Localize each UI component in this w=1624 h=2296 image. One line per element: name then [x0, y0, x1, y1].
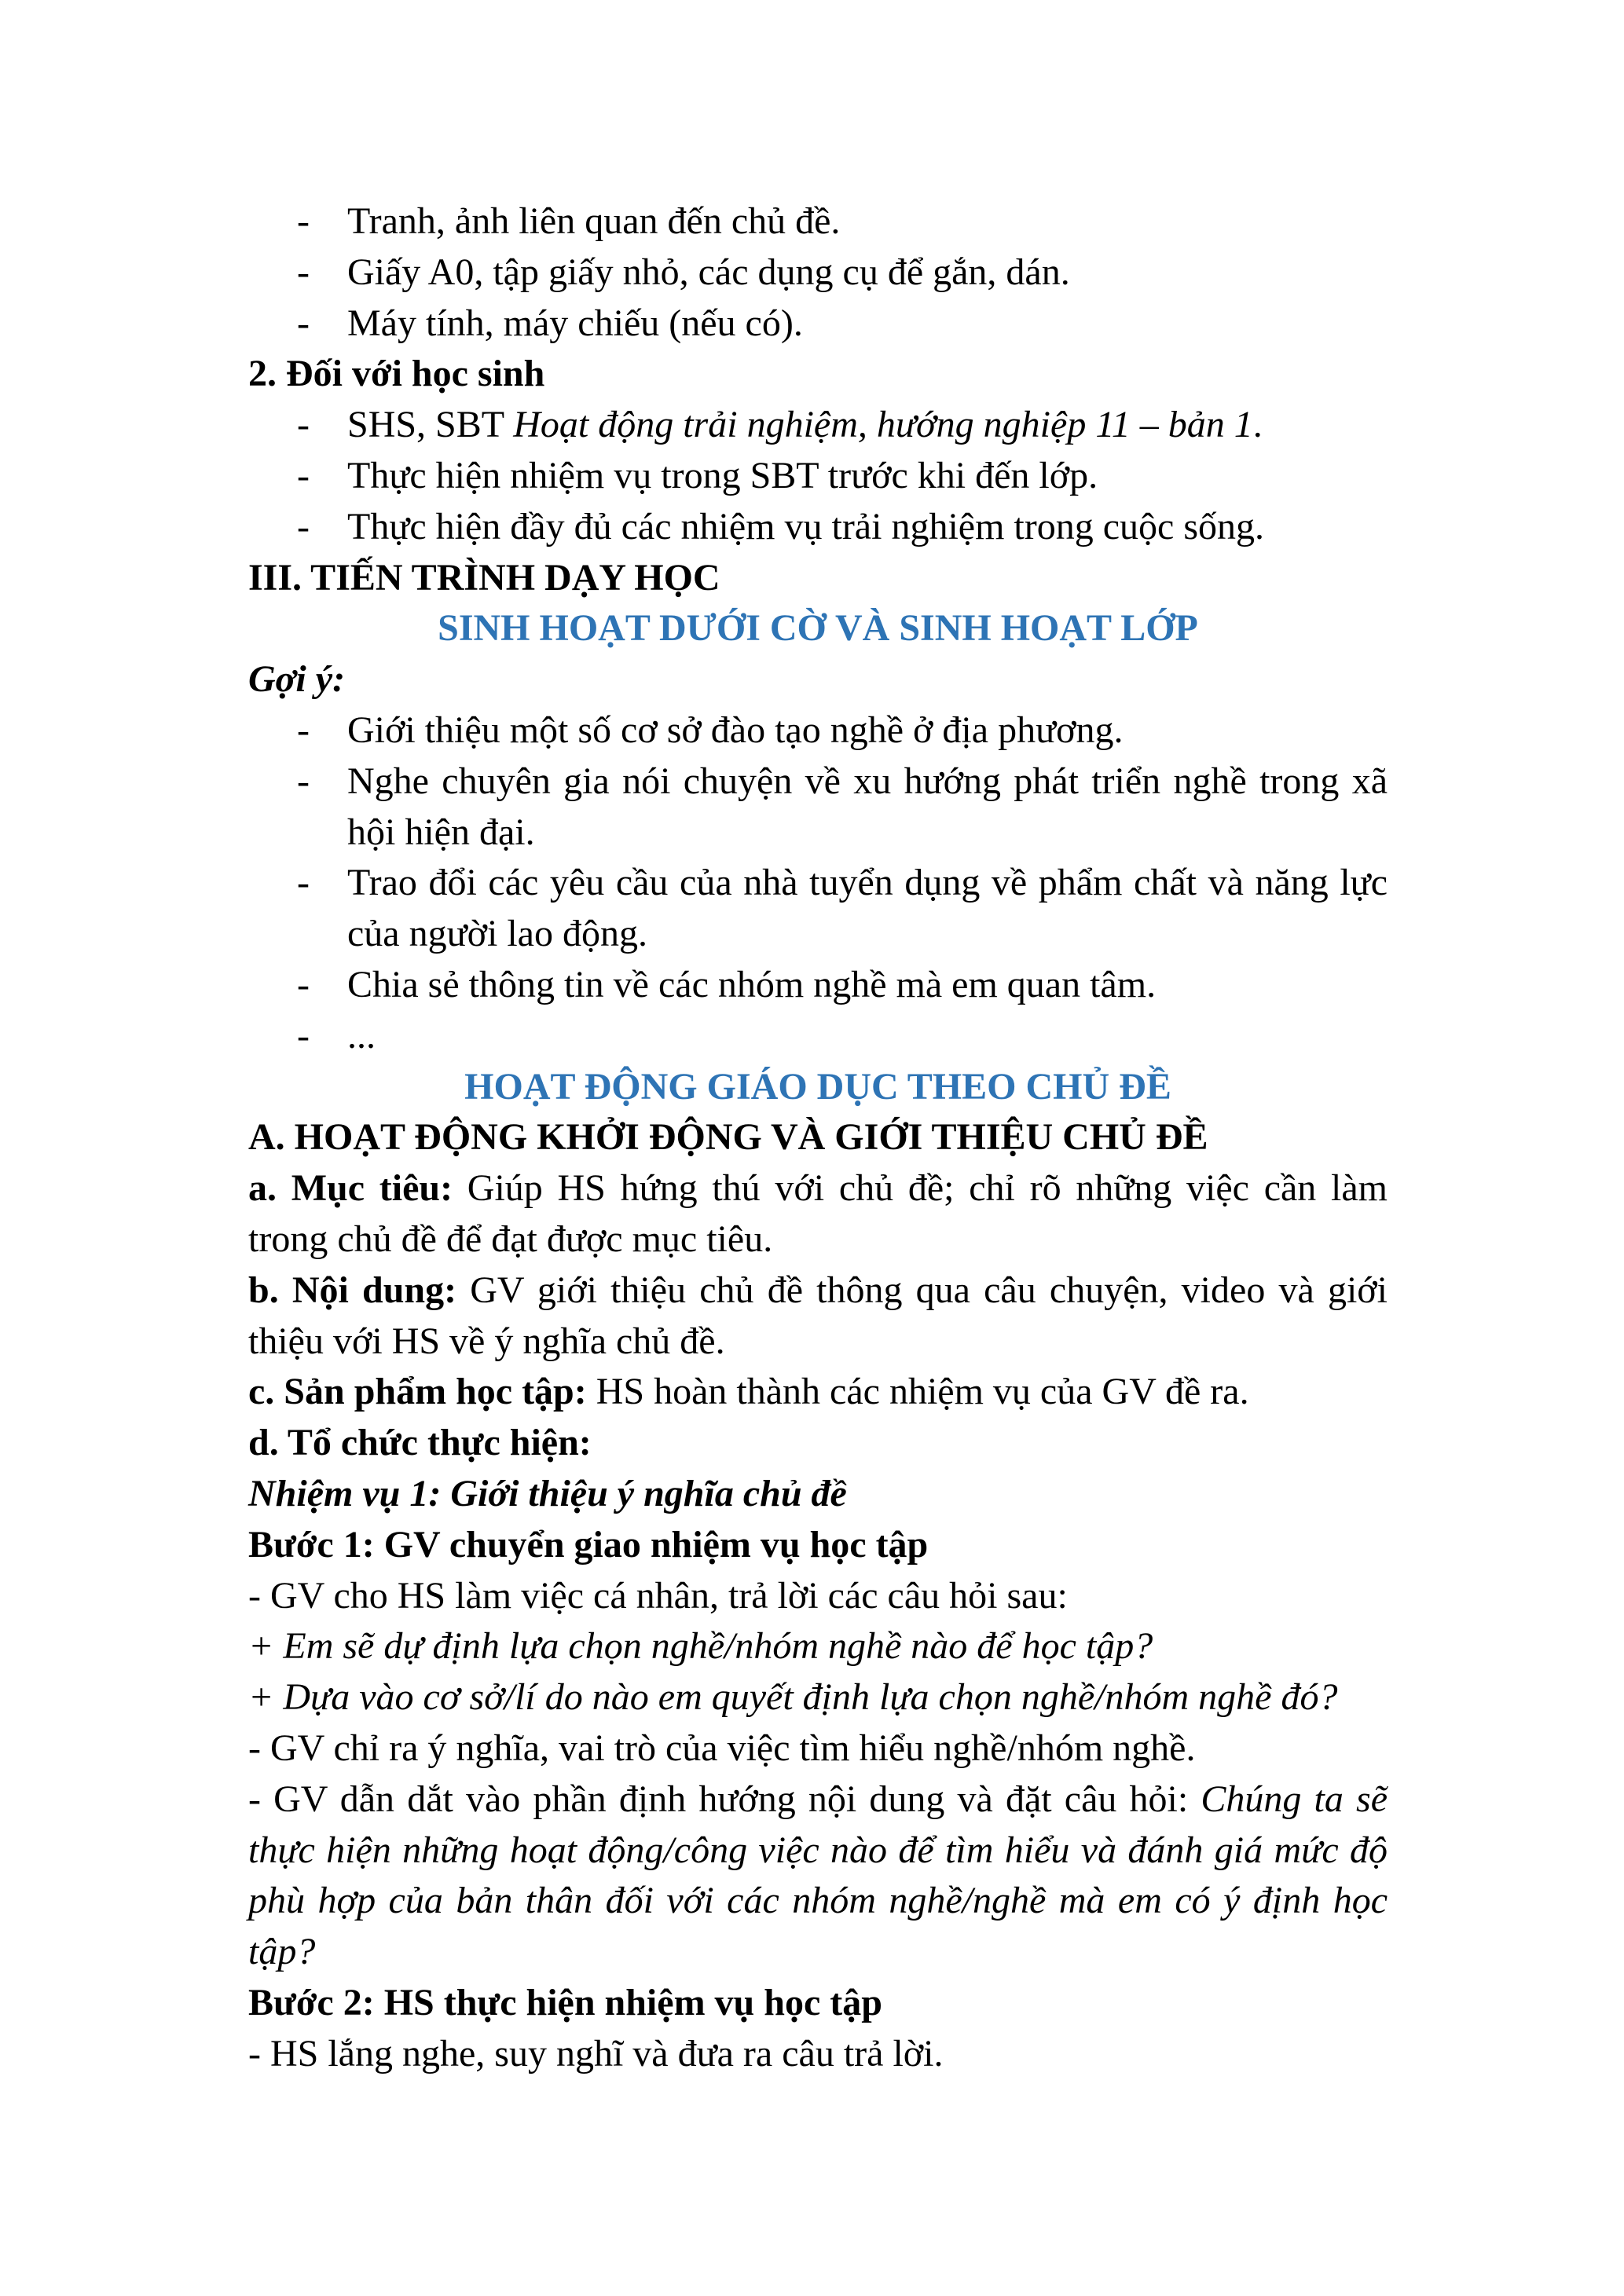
suggest-label: Gợi ý:	[248, 658, 346, 701]
list-item: - Giới thiệu một số cơ sở đào tạo nghề ở địa phương.	[297, 709, 1124, 751]
part-a-heading: A. HOẠT ĐỘNG KHỞI ĐỘNG VÀ GIỚI THIỆU CHỦ ĐỀ	[248, 1116, 1208, 1159]
product-paragraph: c. Sản phẩm học tập: HS hoàn thành các nhiệm vụ của GV đề ra.	[248, 1371, 1249, 1413]
list-item: - Thực hiện nhiệm vụ trong SBT trước khi đến lớp.	[297, 454, 1098, 496]
document-page	[248, 196, 1388, 2079]
step2-line: - HS lắng nghe, suy nghĩ và đưa ra câu trả lời.	[248, 2032, 944, 2074]
students-heading: 2. Đối với học sinh	[248, 353, 545, 395]
topic-heading: HOẠT ĐỘNG GIÁO DỤC THEO CHỦ ĐỀ	[464, 1065, 1171, 1108]
goal-paragraph: a. Mục tiêu: Giúp HS hứng thú với chủ đề; chỉ rõ những việc cần làm trong chủ đề để đạt được mục tiêu.	[248, 1167, 1388, 1260]
step1-line: - GV dẫn dắt vào phần định hướng nội dung và đặt câu hỏi: Chúng ta sẽ thực hiện những hoạt động/công việc nào để tìm hiểu và đánh giá mức độ phù hợp của bản thân đối với các nhóm nghề/nghề mà em có ý định học tập?	[248, 1778, 1388, 1973]
list-item: - ...	[297, 1014, 376, 1056]
step1-line: - GV cho HS làm việc cá nhân, trả lời các câu hỏi sau:	[248, 1574, 1068, 1617]
task-heading: Nhiệm vụ 1: Giới thiệu ý nghĩa chủ đề	[248, 1472, 847, 1514]
content-paragraph: b. Nội dung: GV giới thiệu chủ đề thông qua câu chuyện, video và giới thiệu với HS về ý nghĩa chủ đề.	[248, 1269, 1388, 1362]
section-heading: III. TIẾN TRÌNH DẠY HỌC	[248, 556, 720, 599]
step1-heading: Bước 1: GV chuyển giao nhiệm vụ học tập	[248, 1523, 929, 1565]
step2-heading: Bước 2: HS thực hiện nhiệm vụ học tập	[248, 1981, 882, 2023]
list-item: - Giấy A0, tập giấy nhỏ, các dụng cụ để gắn, dán.	[297, 251, 1070, 293]
step1-question: + Em sẽ dự định lựa chọn nghề/nhóm nghề nào để học tập?	[248, 1625, 1153, 1668]
list-item: - Máy tính, máy chiếu (nếu có).	[297, 302, 803, 344]
list-item: - Thực hiện đầy đủ các nhiệm vụ trải nghiệm trong cuộc sống.	[297, 505, 1265, 547]
step1-line: - GV chỉ ra ý nghĩa, vai trò của việc tìm hiểu nghề/nhóm nghề.	[248, 1727, 1196, 1769]
flag-heading: SINH HOẠT DƯỚI CỜ VÀ SINH HOẠT LỚP	[438, 607, 1198, 650]
organize-label: d. Tổ chức thực hiện:	[248, 1422, 592, 1464]
step1-question: + Dựa vào cơ sở/lí do nào em quyết định lựa chọn nghề/nhóm nghề đó?	[248, 1676, 1338, 1719]
list-item: - Chia sẻ thông tin về các nhóm nghề mà em quan tâm.	[297, 963, 1157, 1005]
list-item: - Nghe chuyên gia nói chuyện về xu hướng phát triển nghề trong xã hội hiện đại.	[297, 760, 1388, 853]
list-item: - Tranh, ảnh liên quan đến chủ đề.	[297, 200, 841, 242]
list-item: - SHS, SBT Hoạt động trải nghiệm, hướng nghiệp 11 – bản 1.	[297, 404, 1263, 446]
list-item: - Trao đổi các yêu cầu của nhà tuyển dụng về phẩm chất và năng lực của người lao động.	[297, 862, 1388, 955]
